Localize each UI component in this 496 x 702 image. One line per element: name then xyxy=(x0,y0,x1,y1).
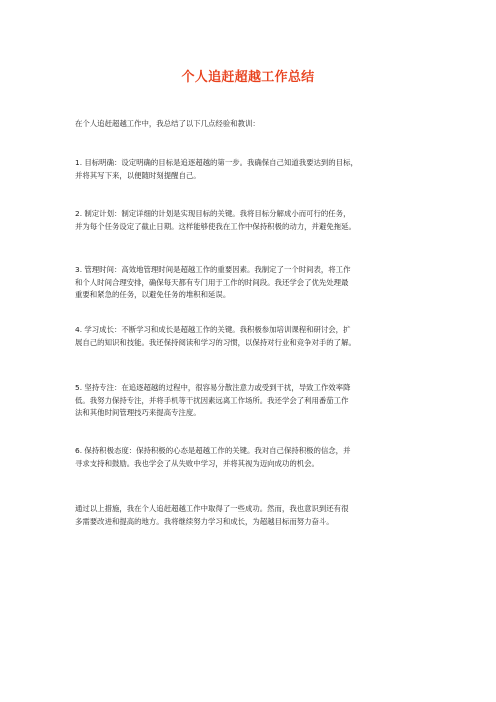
paragraph-line: 多需要改进和提高的地方。我将继续努力学习和成长，为超越目标而努力奋斗。 xyxy=(75,516,334,526)
paragraph-line: 4. 学习成长：不断学习和成长是超越工作的关键。我积极参加培训课程和研讨会，扩 xyxy=(75,325,351,334)
paragraph-line: 6. 保持积极态度：保持积极的心态是超越工作的关键。我对自己保持积极的信念，并 xyxy=(75,446,351,455)
paragraph-line: 通过以上措施，我在个人追赶超越工作中取得了一些成功。然而，我也意识到还有很 xyxy=(75,504,349,513)
paragraph-line: 并为每个任务设定了截止日期。这样能够使我在工作中保持积极的动力，并避免拖延。 xyxy=(75,221,356,231)
section-6-positive-attitude xyxy=(75,445,435,470)
section-2-make-plan xyxy=(75,208,435,233)
paragraph-line: 在个人追赶超越工作中，我总结了以下几点经验和教训： xyxy=(75,119,260,128)
intro-paragraph xyxy=(75,118,435,131)
section-1-goal-clear xyxy=(75,157,435,182)
section-4-learn-grow xyxy=(75,324,435,349)
paragraph-line: 低。我努力保持专注，并将手机等干扰因素远离工作场所。我还学会了利用番茄工作 xyxy=(75,395,349,405)
paragraph-line: 2. 制定计划：制定详细的计划是实现目标的关键。我将目标分解成小而可行的任务， xyxy=(75,209,351,218)
paragraph-line: 和个人时间合理安排，确保每天都有专门用于工作的时间段。我还学会了优先处理最 xyxy=(75,277,349,287)
paragraph-line: 法和其他时间管理技巧来提高专注度。 xyxy=(75,408,201,417)
paragraph-line: 并将其写下来，以便随时刻提醒自己。 xyxy=(75,170,201,180)
paragraph-line: 5. 坚持专注：在追逐超越的过程中，很容易分散注意力或受到干扰，导致工作效率降 xyxy=(75,383,351,392)
conclusion-paragraph xyxy=(75,503,435,528)
paragraph-line: 展自己的知识和技能。我还保持阅读和学习的习惯，以保持对行业和竞争对手的了解。 xyxy=(75,337,356,347)
section-5-stay-focused xyxy=(75,382,435,420)
section-3-manage-time xyxy=(75,264,435,302)
paragraph-line: 3. 管理时间：高效地管理时间是超越工作的重要因素。我制定了一个时间表，将工作 xyxy=(75,265,351,274)
document-title: 个人追赶超越工作总结 xyxy=(181,70,315,85)
paragraph-line: 寻求支持和鼓励。我也学会了从失败中学习，并将其视为迈向成功的机会。 xyxy=(75,458,319,468)
paragraph-line: 1. 目标明确：设定明确的目标是追逐超越的第一步。我确保自己知道我要达到的目标， xyxy=(75,158,358,167)
paragraph-line: 重要和紧急的任务，以避免任务的堆积和延误。 xyxy=(75,290,231,299)
